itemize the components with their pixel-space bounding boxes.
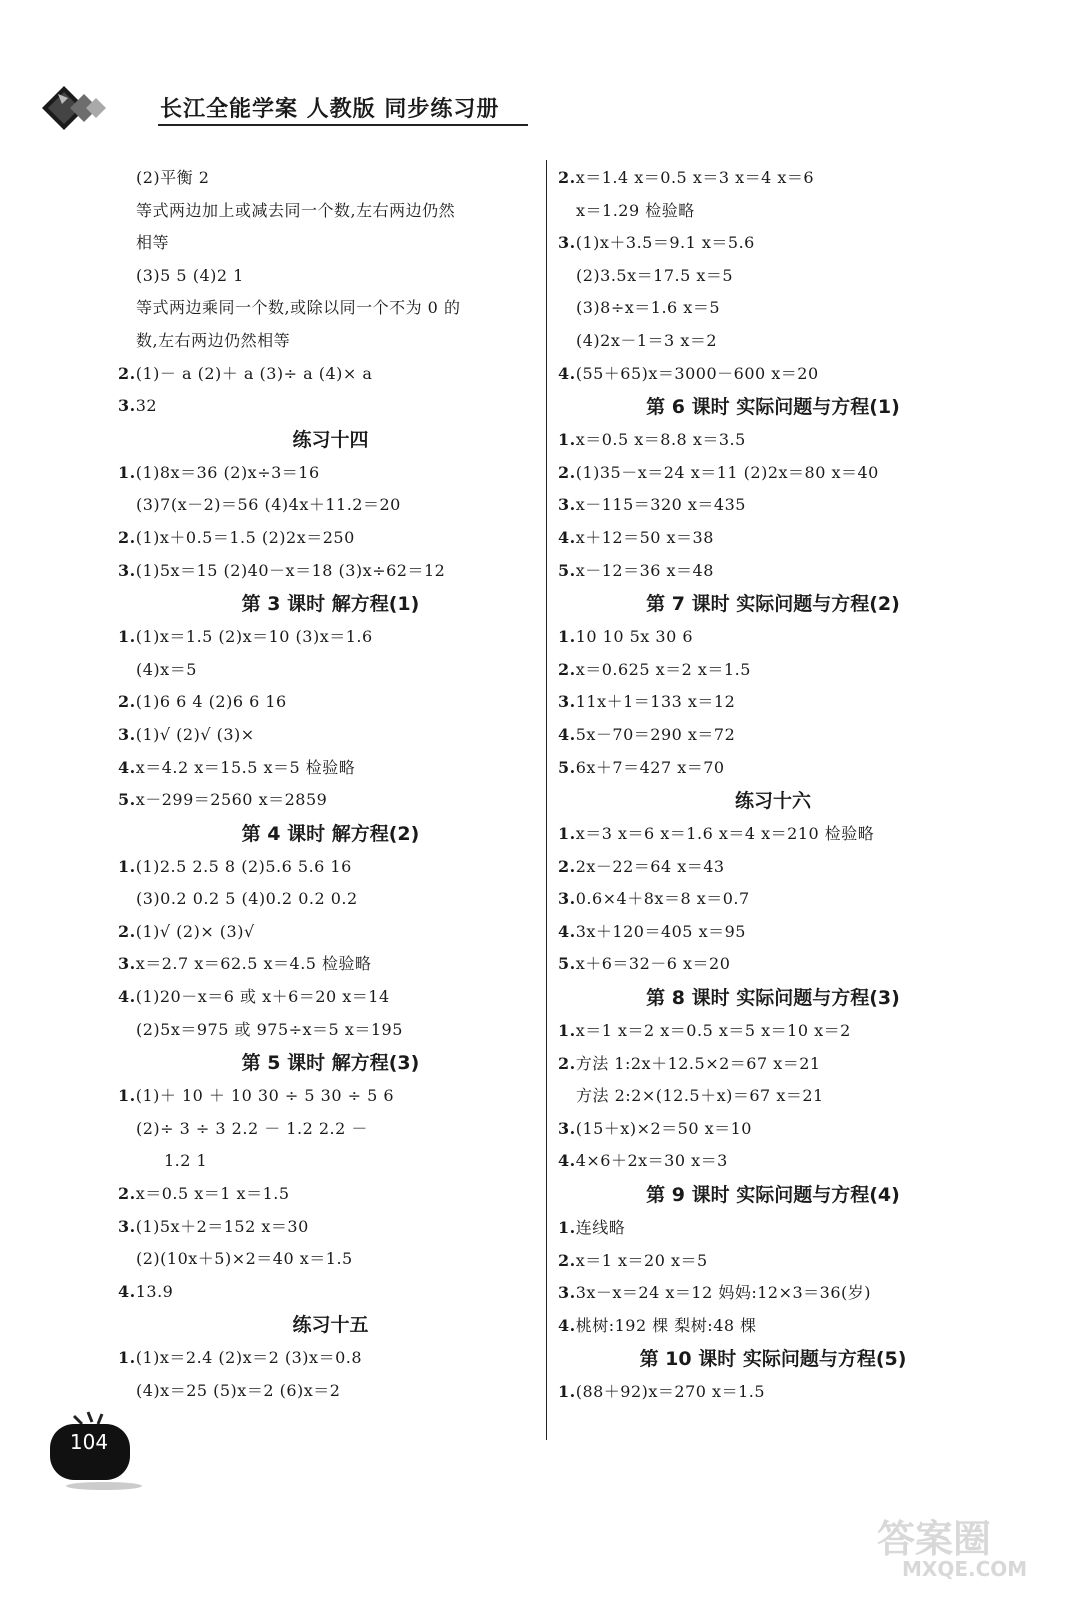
item-text: 6x＋7＝427 x＝70: [575, 757, 725, 777]
item-number: 2.: [118, 692, 136, 712]
item-number: 3.: [558, 889, 576, 909]
item-text: 11x＋1＝133 x＝12: [575, 692, 736, 712]
item-number: 2.: [558, 1053, 576, 1073]
item-text: 0.6×4＋8x＝8 x＝0.7: [575, 889, 750, 909]
item-number: 4.: [118, 757, 136, 777]
item-number: 1.: [118, 1348, 136, 1368]
section-heading: 第 7 课时 实际问题与方程(2): [646, 593, 900, 616]
left-column: [118, 162, 543, 1408]
answer-item: [558, 851, 988, 884]
answer-line: x＝1.29 检验略: [576, 200, 695, 220]
item-number: 3.: [558, 495, 576, 515]
item-number: 1.: [558, 1382, 576, 1402]
item-text: 方法 1:2x＋12.5×2＝67 x＝21: [575, 1053, 821, 1073]
page-number-badge: [44, 1402, 144, 1492]
item-text: (1)x＝2.4 (2)x＝2 (3)x＝0.8: [135, 1348, 363, 1368]
answer-item: [118, 916, 543, 949]
answer-line: (2)平衡 2: [136, 168, 210, 187]
item-number: 4.: [558, 921, 576, 941]
item-text: 连线略: [575, 1218, 626, 1238]
item-number: 3.: [558, 1283, 576, 1303]
item-number: 2.: [558, 1250, 576, 1270]
answer-item: [558, 1113, 988, 1146]
item-number: 3.: [118, 560, 136, 580]
answer-item: [558, 948, 988, 981]
answer-item: [558, 621, 988, 654]
right-column: [558, 162, 988, 1409]
answer-item: [558, 522, 988, 555]
answer-item: [118, 1211, 543, 1244]
answer-item: [118, 522, 543, 555]
section-heading: 练习十四: [292, 428, 369, 451]
answer-item: [118, 1342, 543, 1375]
item-text: (1)20－x＝6 或 x＋6＝20 x＝14: [135, 987, 390, 1007]
item-text: (1)√ (2)× (3)√: [135, 921, 255, 941]
diamond-logo-icon: [40, 84, 152, 132]
answer-item: [558, 555, 988, 588]
item-number: 1.: [118, 462, 136, 482]
item-text: (1)x＋3.5＝9.1 x＝5.6: [575, 233, 755, 253]
answer-line: (3)7(x－2)＝56 (4)4x＋11.2＝20: [136, 495, 401, 515]
answer-item: [558, 719, 988, 752]
answer-line: (3)5 5 (4)2 1: [136, 265, 244, 285]
item-number: 4.: [558, 724, 576, 744]
page-header: [40, 84, 500, 132]
section-heading: 第 5 课时 解方程(3): [241, 1052, 420, 1075]
item-text: (1)x＋0.5＝1.5 (2)2x＝250: [135, 527, 355, 547]
item-number: 2.: [558, 462, 576, 482]
item-text: x＋12＝50 x＝38: [575, 527, 714, 547]
item-text: 10 10 5x 30 6: [575, 627, 694, 647]
answer-item: [118, 948, 543, 981]
item-text: (1)6 6 4 (2)6 6 16: [135, 692, 287, 712]
watermark-logo: [872, 1512, 1062, 1582]
item-number: 4.: [558, 1151, 576, 1171]
answer-line: (2)(10x＋5)×2＝40 x＝1.5: [136, 1249, 353, 1269]
answer-item: [118, 784, 543, 817]
answer-line: (2)3.5x＝17.5 x＝5: [576, 265, 734, 285]
item-number: 1.: [558, 1218, 576, 1238]
item-number: 2.: [118, 527, 136, 547]
item-text: x＝0.625 x＝2 x＝1.5: [575, 659, 751, 679]
item-number: 1.: [118, 627, 136, 647]
item-number: 4.: [558, 1315, 576, 1335]
answer-line: 1.2 1: [164, 1151, 208, 1171]
item-number: 3.: [118, 1216, 136, 1236]
item-number: 1.: [558, 1021, 576, 1041]
item-number: 1.: [118, 856, 136, 876]
item-number: 2.: [558, 659, 576, 679]
svg-text:答案圈: 答案圈: [877, 1517, 992, 1561]
item-number: 4.: [558, 527, 576, 547]
item-number: 1.: [558, 824, 576, 844]
answer-line: 相等: [136, 233, 170, 253]
item-text: 3x－x＝24 x＝12 妈妈:12×3＝36(岁): [575, 1283, 872, 1303]
item-number: 5.: [558, 560, 576, 580]
answer-item: [558, 654, 988, 687]
item-number: 2.: [558, 856, 576, 876]
item-text: (1)35－x＝24 x＝11 (2)2x＝80 x＝40: [575, 462, 879, 482]
answer-item: [558, 489, 988, 522]
answer-item: [558, 916, 988, 949]
answer-item: [558, 424, 988, 457]
answer-item: [118, 686, 543, 719]
item-text: (1)5x＋2＝152 x＝30: [135, 1216, 309, 1236]
answer-item: [558, 358, 988, 391]
answer-item: [118, 390, 543, 423]
answer-item: [118, 1080, 543, 1113]
answer-item: [118, 555, 543, 588]
item-number: 3.: [558, 1118, 576, 1138]
answer-item: [558, 1145, 988, 1178]
header-title: 长江全能学案 人教版 同步练习册: [160, 97, 500, 122]
answer-item: [558, 1376, 988, 1409]
header-rule: [158, 124, 528, 126]
answer-line: 等式两边乘同一个数,或除以同一个不为 0 的: [136, 298, 461, 318]
answer-item: [118, 358, 543, 391]
item-text: x－12＝36 x＝48: [575, 560, 714, 580]
answer-item: [558, 1048, 988, 1081]
item-number: 1.: [118, 1086, 136, 1106]
answer-item: [558, 227, 988, 260]
answer-line: (3)0.2 0.2 5 (4)0.2 0.2 0.2: [136, 889, 358, 909]
answer-item: [558, 686, 988, 719]
answer-item: [558, 162, 988, 195]
item-text: x＝1 x＝2 x＝0.5 x＝5 x＝10 x＝2: [575, 1021, 851, 1041]
item-text: (1)＋ 10 ＋ 10 30 ÷ 5 30 ÷ 5 6: [135, 1086, 395, 1106]
item-text: x＝2.7 x＝62.5 x＝4.5 检验略: [135, 954, 372, 974]
item-number: 3.: [558, 692, 576, 712]
item-text: x＝0.5 x＝8.8 x＝3.5: [575, 430, 746, 450]
section-heading: 第 4 课时 解方程(2): [241, 822, 420, 845]
item-text: x＝0.5 x＝1 x＝1.5: [135, 1184, 290, 1204]
item-text: (1)x＝1.5 (2)x＝10 (3)x＝1.6: [135, 627, 373, 647]
item-number: 2.: [558, 168, 576, 187]
item-number: 3.: [558, 233, 576, 253]
item-number: 4.: [118, 987, 136, 1007]
answer-item: [118, 719, 543, 752]
section-heading: 第 8 课时 实际问题与方程(3): [646, 987, 900, 1010]
item-number: 3.: [118, 954, 136, 974]
answer-line: (4)x＝25 (5)x＝2 (6)x＝2: [136, 1381, 341, 1400]
answer-item: [558, 1212, 988, 1245]
item-text: 2x－22＝64 x＝43: [575, 856, 725, 876]
item-text: (15＋x)×2＝50 x＝10: [575, 1118, 752, 1138]
page-number: 104: [69, 1430, 109, 1454]
item-number: 2.: [118, 921, 136, 941]
item-text: x－299＝2560 x＝2859: [135, 790, 328, 810]
item-text: (88＋92)x＝270 x＝1.5: [575, 1382, 766, 1402]
item-number: 3.: [118, 396, 136, 416]
section-heading: 第 6 课时 实际问题与方程(1): [646, 396, 900, 419]
item-text: (1)5x＝15 (2)40－x＝18 (3)x÷62＝12: [135, 560, 446, 580]
item-number: 4.: [118, 1281, 136, 1301]
answer-item: [118, 457, 543, 490]
section-heading: 练习十六: [734, 790, 811, 813]
item-text: (55＋65)x＝3000－600 x＝20: [575, 363, 819, 383]
answer-item: [118, 981, 543, 1014]
item-number: 4.: [558, 363, 576, 383]
item-text: 13.9: [135, 1281, 174, 1301]
answer-item: [558, 1310, 988, 1343]
answer-item: [558, 1245, 988, 1278]
item-text: 5x－70＝290 x＝72: [575, 724, 736, 744]
answer-line: 等式两边加上或减去同一个数,左右两边仍然: [136, 200, 456, 220]
answer-item: [118, 621, 543, 654]
item-text: (1)2.5 2.5 8 (2)5.6 5.6 16: [135, 856, 352, 876]
answer-item: [118, 1178, 543, 1211]
answer-item: [558, 457, 988, 490]
item-number: 2.: [118, 1184, 136, 1204]
answer-item: [558, 883, 988, 916]
item-number: 3.: [118, 724, 136, 744]
answer-item: [558, 1015, 988, 1048]
answer-line: (4)x＝5: [136, 659, 197, 679]
item-text: x＝1 x＝20 x＝5: [575, 1250, 708, 1270]
answer-line: 数,左右两边仍然相等: [136, 330, 291, 350]
item-text: x＝3 x＝6 x＝1.6 x＝4 x＝210 检验略: [575, 824, 875, 844]
answer-item: [558, 1277, 988, 1310]
item-text: 3x＋120＝405 x＝95: [575, 921, 746, 941]
section-heading: 第 9 课时 实际问题与方程(4): [646, 1184, 900, 1207]
item-text: 4×6＋2x＝30 x＝3: [575, 1151, 728, 1171]
answer-item: [558, 818, 988, 851]
column-divider: [546, 160, 547, 1440]
section-heading: 第 3 课时 解方程(1): [241, 593, 420, 616]
item-number: 1.: [558, 627, 576, 647]
item-text: (1)8x＝36 (2)x÷3＝16: [135, 462, 320, 482]
item-number: 1.: [558, 430, 576, 450]
item-text: x＝1.4 x＝0.5 x＝3 x＝4 x＝6: [575, 168, 815, 187]
answer-line: 方法 2:2×(12.5＋x)＝67 x＝21: [576, 1086, 824, 1106]
answer-line: (3)8÷x＝1.6 x＝5: [576, 298, 721, 318]
answer-item: [118, 851, 543, 884]
answer-line: (2)÷ 3 ÷ 3 2.2 － 1.2 2.2 －: [136, 1118, 368, 1138]
item-text: x＋6＝32－6 x＝20: [575, 954, 731, 974]
item-text: 32: [135, 396, 158, 416]
svg-text:MXQE.COM: MXQE.COM: [902, 1557, 1028, 1581]
item-text: 桃树:192 棵 梨树:48 棵: [575, 1315, 757, 1335]
item-text: (1)－ a (2)＋ a (3)÷ a (4)× a: [135, 363, 373, 383]
answer-item: [118, 1276, 543, 1309]
item-number: 5.: [118, 790, 136, 810]
item-text: x－115＝320 x＝435: [575, 495, 746, 515]
answer-item: [558, 752, 988, 785]
item-number: 5.: [558, 954, 576, 974]
item-number: 2.: [118, 363, 136, 383]
section-heading: 第 10 课时 实际问题与方程(5): [639, 1348, 907, 1371]
item-text: (1)√ (2)√ (3)×: [135, 724, 255, 744]
section-heading: 练习十五: [292, 1314, 369, 1337]
answer-line: (2)5x＝975 或 975÷x＝5 x＝195: [136, 1019, 403, 1039]
item-text: x＝4.2 x＝15.5 x＝5 检验略: [135, 757, 356, 777]
answer-item: [118, 752, 543, 785]
item-number: 5.: [558, 757, 576, 777]
answer-line: (4)2x－1＝3 x＝2: [576, 330, 718, 350]
